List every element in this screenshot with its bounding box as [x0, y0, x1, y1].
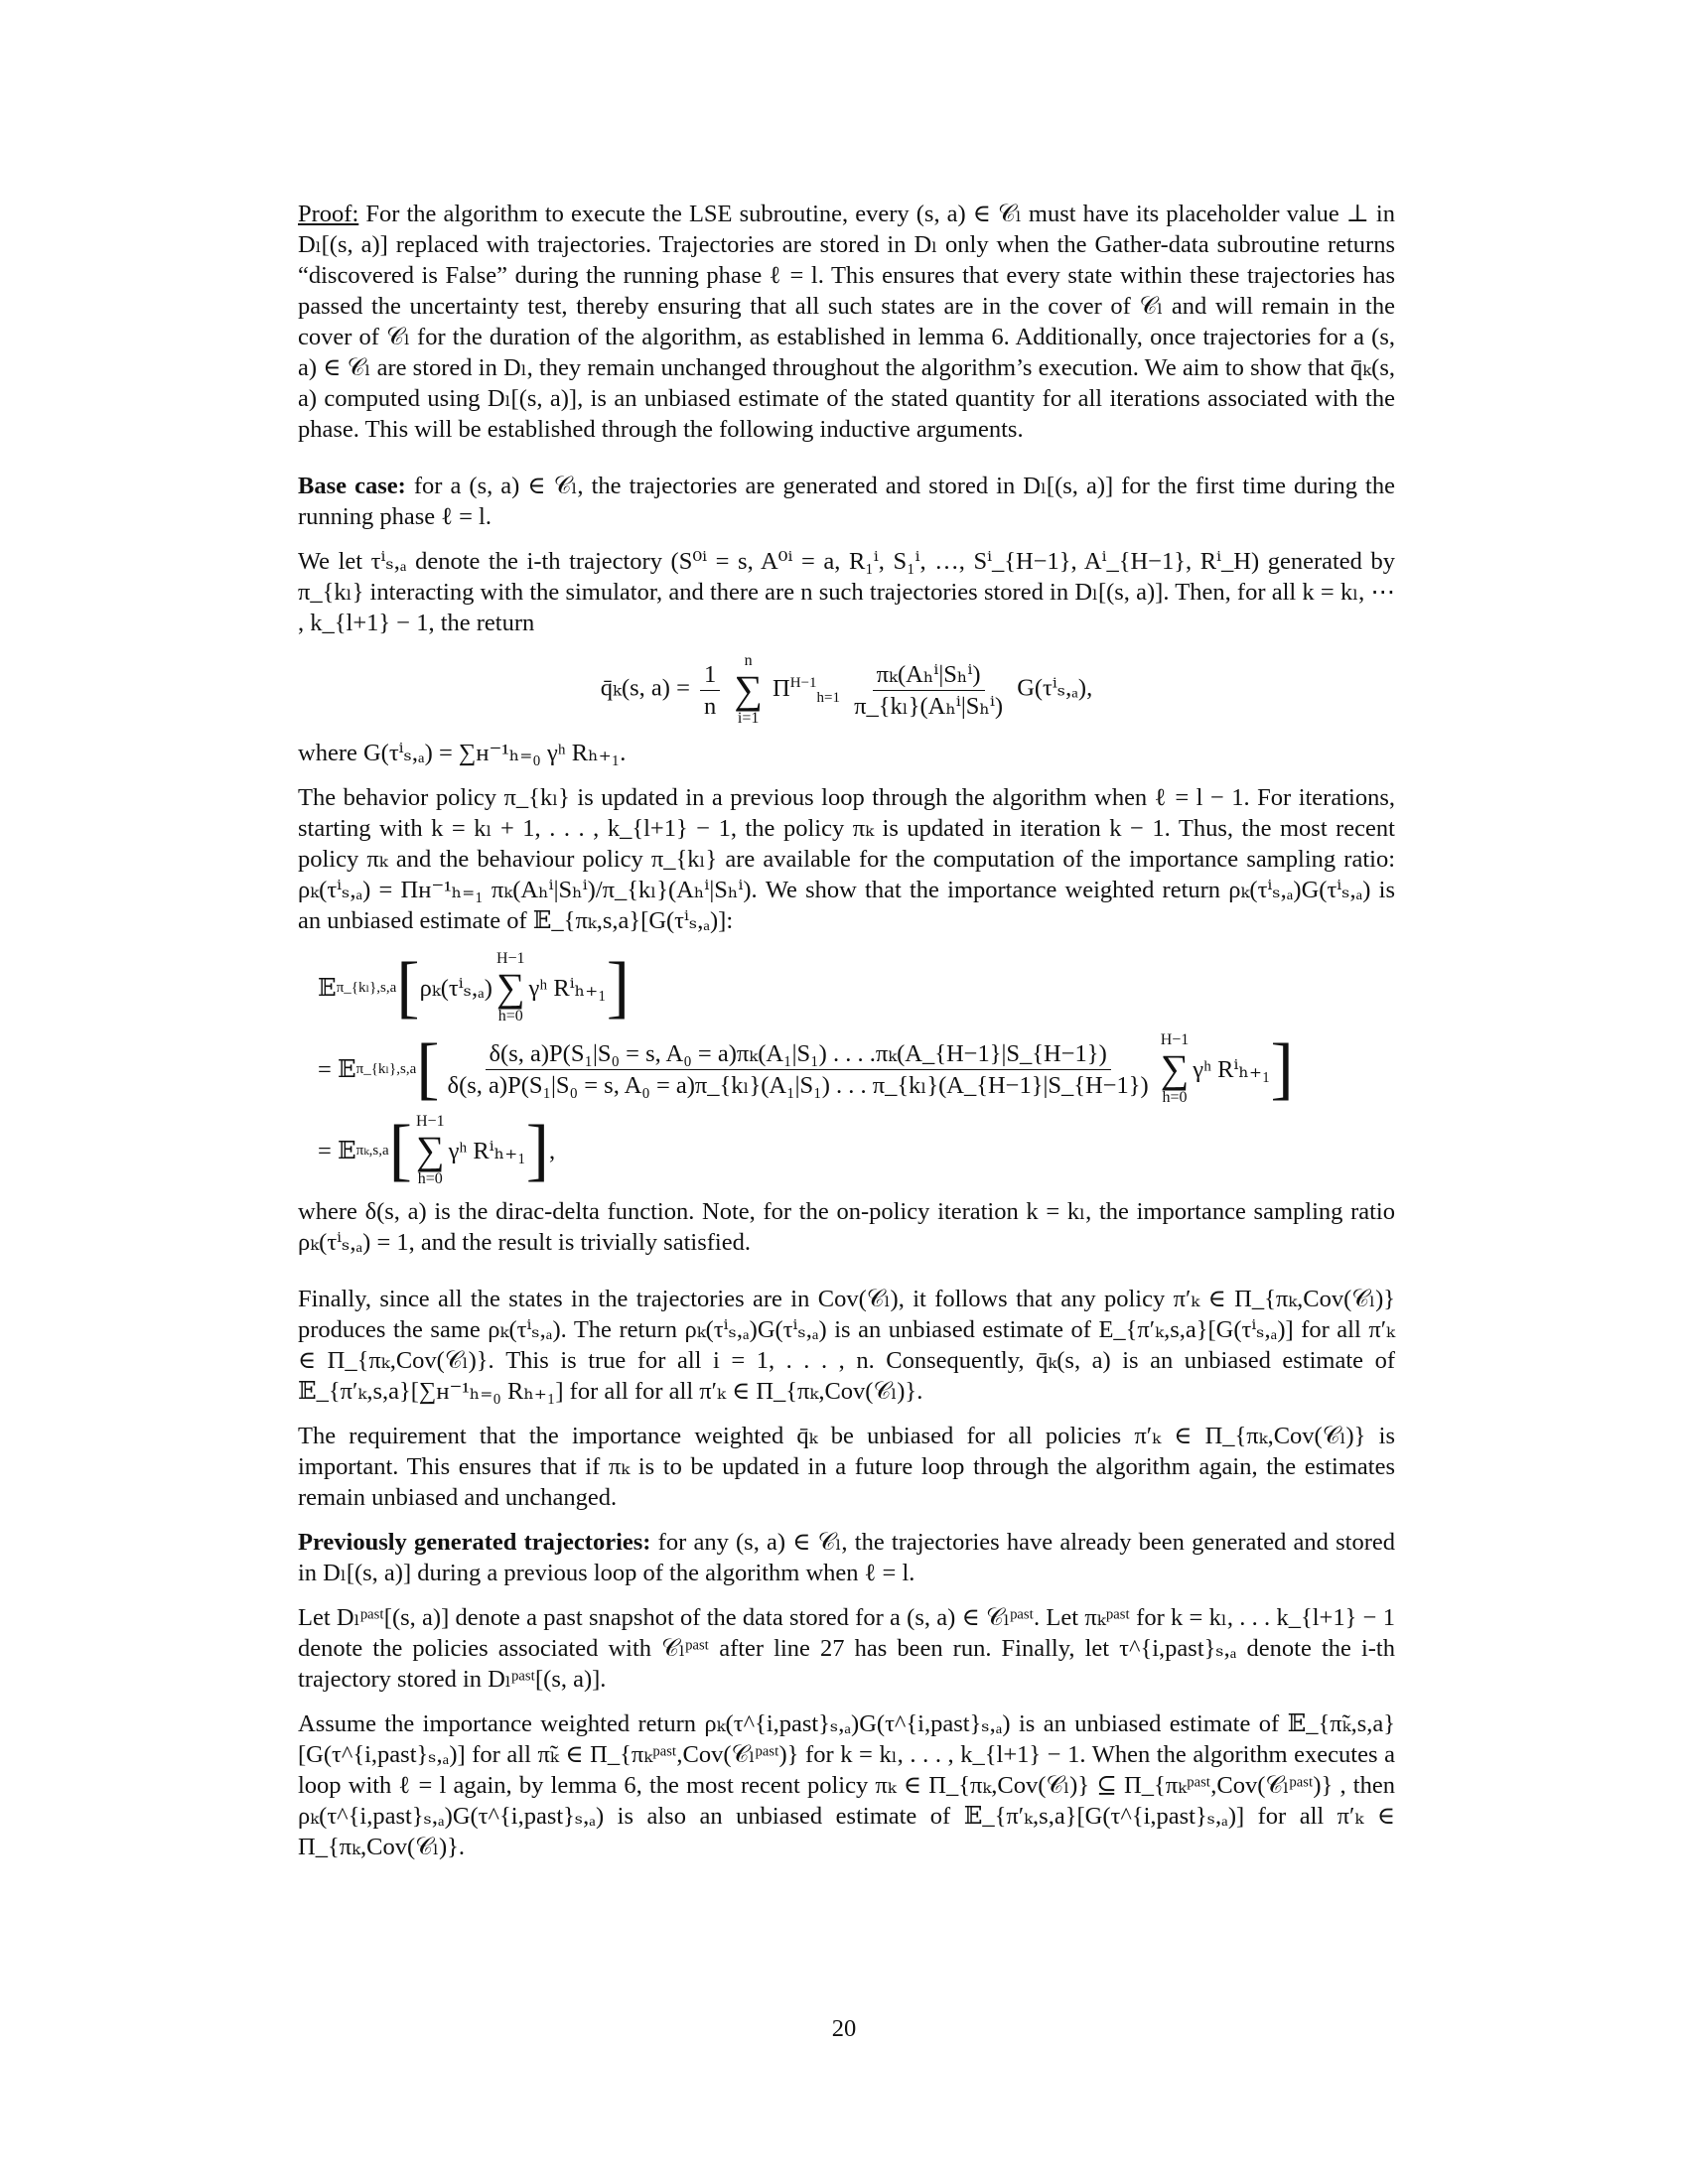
proof-paragraph [298, 199, 1395, 445]
eq1-lhs: q̄ₖ(s, a) = [600, 674, 690, 702]
eq1-tail: G(τⁱₛ,ₐ), [1017, 674, 1093, 702]
expectation-derivation [318, 950, 1395, 1188]
trajectory-definition-paragraph: We let τⁱₛ,ₐ denote the i-th trajectory (S⁰ⁱ = s, A⁰ⁱ = a, R₁ⁱ, S₁ⁱ, …, Sⁱ_{H−1}, Aⁱ_{H−1}, Rⁱ_H) generated by π_{kₗ} interacting with the simulator, and there are n such trajectories stored in Dₗ[(s, a)]. Then, for all k = kₗ, ⋯ , k_{l+1} − 1, the return [298, 548, 1395, 636]
base-case-paragraph [298, 471, 1395, 532]
base-case-label: Base case: [298, 473, 406, 499]
return-definition-paragraph: where G(τⁱₛ,ₐ) = ∑ʜ⁻¹ₕ₌₀ γʰ Rₕ₊₁. [298, 740, 627, 766]
page-number: 20 [831, 2015, 857, 2042]
paper-page [298, 199, 1395, 1876]
proof-text: For the algorithm to execute the LSE subroutine, every (s, a) ∈ 𝒞ₗ must have its placeholder value ⊥ in Dₗ[(s, a)] replaced with trajectories. Trajectories are stored in Dₗ only when the Gather-data subroutine returns “discovered is False” during the running phase ℓ = l. This ensures that every state within these trajectories has passed the uncertainty test, thereby ensuring that all such states are in the cover of 𝒞ₗ and will remain in the cover of 𝒞ₗ for the duration of the algorithm, as established in lemma 6. Additionally, once trajectories for a (s, a) ∈ 𝒞ₗ are stored in Dₗ, they remain unchanged throughout the algorithm’s execution. We aim to show that q̄ₖ(s, a) computed using Dₗ[(s, a)], is an unbiased estimate of the stated quantity for all iterations associated with the phase. This will be established through the following inductive arguments. [298, 201, 1395, 443]
previously-generated-text: for any (s, a) ∈ 𝒞ₗ, the trajectories have already been generated and stored in Dₗ[(s, a)] during a previous loop of the algorithm when ℓ = l. [298, 1529, 1395, 1586]
eq1-prod: $\Pi^{H-1}_{h=1}$ [773, 674, 841, 706]
behavior-policy-paragraph: The behavior policy π_{kₗ} is updated in a previous loop through the algorithm when ℓ = l − 1. For iterations, starting with k = kₗ + 1, . . . , k_{l+1} − 1, the policy πₖ is updated in iteration k − 1. Thus, the most recent policy πₖ and the behaviour policy π_{kₗ} are available for the computation of the importance sampling ratio: ρₖ(τⁱₛ,ₐ) = Πʜ⁻¹ₕ₌₁ πₖ(Aₕⁱ|Sₕⁱ)/π_{kₗ}(Aₕⁱ|Sₕⁱ). We show that the importance weighted return ρₖ(τⁱₛ,ₐ)G(τⁱₛ,ₐ) is an unbiased estimate of 𝔼_{πₖ,s,a}[G(τⁱₛ,ₐ)]: [298, 784, 1395, 934]
dirac-paragraph: where δ(s, a) is the dirac-delta function. Note, for the on-policy iteration k = kₗ, the importance sampling ratio ρₖ(τⁱₛ,ₐ) = 1, and the result is trivially satisfied. [298, 1198, 1395, 1256]
requirement-paragraph: The requirement that the importance weighted q̄ₖ be unbiased for all policies π′ₖ ∈ Π_{πₖ,Cov(𝒞ₗ)} is important. This ensures that if πₖ is to be updated in a future loop through the algorithm again, the estimates remain unbiased and unchanged. [298, 1423, 1395, 1511]
return-equation [298, 652, 1395, 728]
derivation-line-2: = 𝔼 π_{kₗ},s,a [ δ(s, a)P(S₁|S₀ = s, A₀ = a)πₖ(A₁|S₁) . . . .πₖ(A_{H−1}|S_{H−1}) δ(s, a)P(S₁|S₀ = s, A₀ = a)π_{kₗ}(A₁|S₁) . . . π_{kₗ}(A_{H−1}|S_{H−1}) H−1 ∑ h=0 γʰ Rⁱₕ₊₁ ] [318, 1030, 1294, 1107]
derivation-line-3: = 𝔼 πₖ,s,a [ H−1 ∑ h=0 γʰ Rⁱₕ₊₁ ] , [318, 1112, 556, 1188]
previously-generated-label: Previously generated trajectories: [298, 1529, 651, 1556]
finally-paragraph: Finally, since all the states in the trajectories are in Cov(𝒞ₗ), it follows that any policy π′ₖ ∈ Π_{πₖ,Cov(𝒞ₗ)} produces the same ρₖ(τⁱₛ,ₐ). The return ρₖ(τⁱₛ,ₐ)G(τⁱₛ,ₐ) is an unbiased estimate of E_{π′ₖ,s,a}[G(τⁱₛ,ₐ)] for all π′ₖ ∈ Π_{πₖ,Cov(𝒞ₗ)}. This is true for all i = 1, . . . , n. Consequently, q̄ₖ(s, a) is an unbiased estimate of 𝔼_{π′ₖ,s,a}[∑ʜ⁻¹ₕ₌₀ Rₕ₊₁] for all for all π′ₖ ∈ Π_{πₖ,Cov(𝒞ₗ)}. [298, 1286, 1395, 1405]
base-case-text: for a (s, a) ∈ 𝒞ₗ, the trajectories are generated and stored in Dₗ[(s, a)] for the first time during the running phase ℓ = l. [298, 473, 1395, 530]
eq1-one-over-n: $\frac{1}{n}$ [700, 659, 720, 722]
previously-generated-paragraph [298, 1527, 1395, 1588]
proof-label: Proof: [298, 201, 359, 227]
eq1-ratio: $\frac{\text{πₖ(Aₕⁱ|Sₕⁱ)}}{\text{π\_\{kₗ\}(Aₕⁱ|Sₕⁱ)}}$ [854, 660, 1004, 720]
eq1-sum: n ∑ i=1 [734, 652, 763, 727]
past-snapshot-paragraph: Let Dₗᵖᵃˢᵗ[(s, a)] denote a past snapshot of the data stored for a (s, a) ∈ 𝒞ₗᵖᵃˢᵗ. Let πₖᵖᵃˢᵗ for k = kₗ, . . . k_{l+1} − 1 denote the policies associated with 𝒞ₗᵖᵃˢᵗ after line 27 has been run. Finally, let τ^{i,past}ₛ,ₐ denote the i-th trajectory stored in Dₗᵖᵃˢᵗ[(s, a)]. [298, 1604, 1395, 1693]
derivation-line-1: 𝔼 π_{kₗ},s,a [ ρₖ(τⁱₛ,ₐ) H−1 ∑ h=0 γʰ Rⁱₕ₊₁ ] [318, 949, 631, 1025]
assume-paragraph: Assume the importance weighted return ρₖ(τ^{i,past}ₛ,ₐ)G(τ^{i,past}ₛ,ₐ) is an unbiased estimate of 𝔼_{π̃ₖ,s,a}[G(τ^{i,past}ₛ,ₐ)] for all π̃ₖ ∈ Π_{πₖᵖᵃˢᵗ,Cov(𝒞ₗᵖᵃˢᵗ)} for k = kₗ, . . . , k_{l+1} − 1. When the algorithm executes a loop with ℓ = l again, by lemma 6, the most recent policy πₖ ∈ Π_{πₖ,Cov(𝒞ₗ)} ⊆ Π_{πₖᵖᵃˢᵗ,Cov(𝒞ₗᵖᵃˢᵗ)} , then ρₖ(τ^{i,past}ₛ,ₐ)G(τ^{i,past}ₛ,ₐ) is also an unbiased estimate of 𝔼_{π′ₖ,s,a}[G(τ^{i,past}ₛ,ₐ)] for all π′ₖ ∈ Π_{πₖ,Cov(𝒞ₗ)}. [298, 1710, 1395, 1860]
